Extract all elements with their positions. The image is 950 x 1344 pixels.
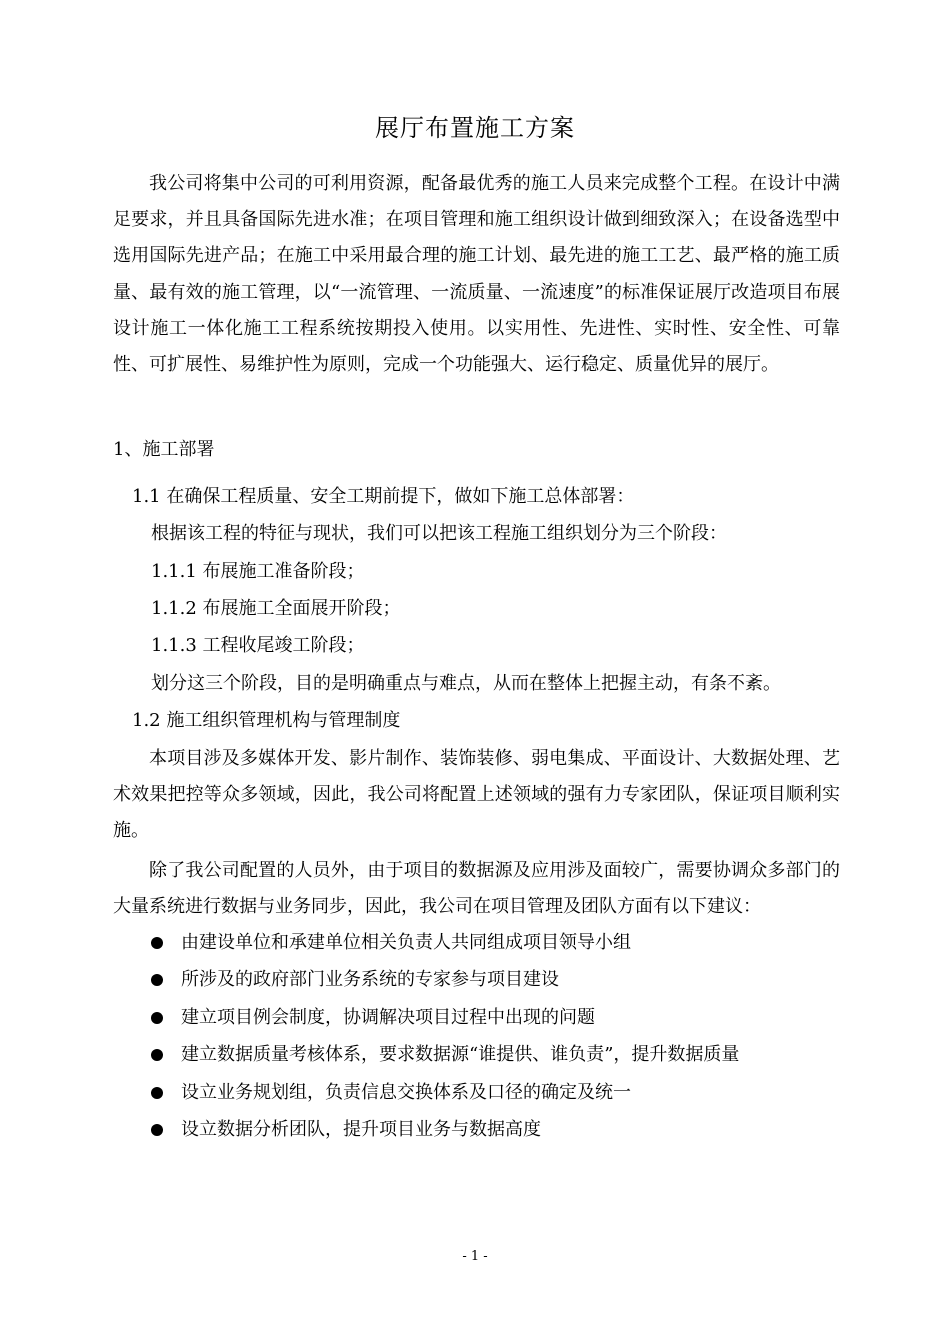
- bullet-dot-icon: [151, 1124, 163, 1136]
- page-title: 展厅布置施工方案: [375, 114, 575, 142]
- bullet-dot-icon: [151, 1049, 163, 1061]
- bullet-text: 设立业务规划组，负责信息交换体系及口径的确定及统一: [181, 1082, 631, 1103]
- subsection-heading-1-2: 1.2 施工组织管理机构与管理制度: [132, 710, 401, 731]
- stage-summary: 划分这三个阶段，目的是明确重点与难点，从而在整体上把握主动，有条不紊。: [151, 673, 781, 694]
- stage-lead-text: 根据该工程的特征与现状，我们可以把该工程施工组织划分为三个阶段：: [151, 523, 727, 544]
- stage-item: 1.1.3 工程收尾竣工阶段；: [151, 635, 365, 656]
- section-heading: 1、施工部署: [113, 439, 215, 460]
- subsection-heading-1-1: 1.1 在确保工程质量、安全工期前提下，做如下施工总体部署：: [132, 486, 635, 507]
- stage-item: 1.1.2 布展施工全面展开阶段；: [151, 598, 401, 619]
- bullet-dot-icon: [151, 1012, 163, 1024]
- recommendations-paragraph: 除了我公司配置的人员外，由于项目的数据源及应用涉及面较广，需要协调众多部门的大量系统进行数据与业务同步，因此，我公司在项目管理及团队方面有以下建议：: [113, 860, 840, 918]
- bullet-text: 由建设单位和承建单位相关负责人共同组成项目领导小组: [181, 932, 631, 953]
- domains-paragraph: 本项目涉及多媒体开发、影片制作、装饰装修、弱电集成、平面设计、大数据处理、艺术效果把控等众多领域，因此，我公司将配置上述领域的强有力专家团队，保证项目顺利实施。: [113, 748, 840, 842]
- page-number: - 1 -: [462, 1249, 488, 1264]
- bullet-dot-icon: [151, 1087, 163, 1099]
- bullet-text: 建立数据质量考核体系，要求数据源“谁提供、谁负责”，提升数据质量: [181, 1044, 740, 1065]
- bullet-text: 设立数据分析团队，提升项目业务与数据高度: [181, 1119, 541, 1140]
- intro-paragraph: 我公司将集中公司的可利用资源，配备最优秀的施工人员来完成整个工程。在设计中满足要求，并且具备国际先进水准；在项目管理和施工组织设计做到细致深入；在设备选型中选用国际先进产品；在施工中采用最合理的施工计划、最先进的施工工艺、最严格的施工质量、最有效的施工管理，以“一流管理、一流质量、一流速度”的标准保证展厅改造项目布展设计施工一体化施工工程系统按期投入使用。以实用性、先进性、实时性、安全性、可靠性、可扩展性、易维护性为原则，完成一个功能强大、运行稳定、质量优异的展厅。: [113, 173, 840, 376]
- bullet-dot-icon: [151, 937, 163, 949]
- bullet-text: 所涉及的政府部门业务系统的专家参与项目建设: [181, 969, 559, 990]
- bullet-text: 建立项目例会制度，协调解决项目过程中出现的问题: [181, 1007, 595, 1028]
- bullet-dot-icon: [151, 974, 163, 986]
- stage-item: 1.1.1 布展施工准备阶段；: [151, 561, 365, 582]
